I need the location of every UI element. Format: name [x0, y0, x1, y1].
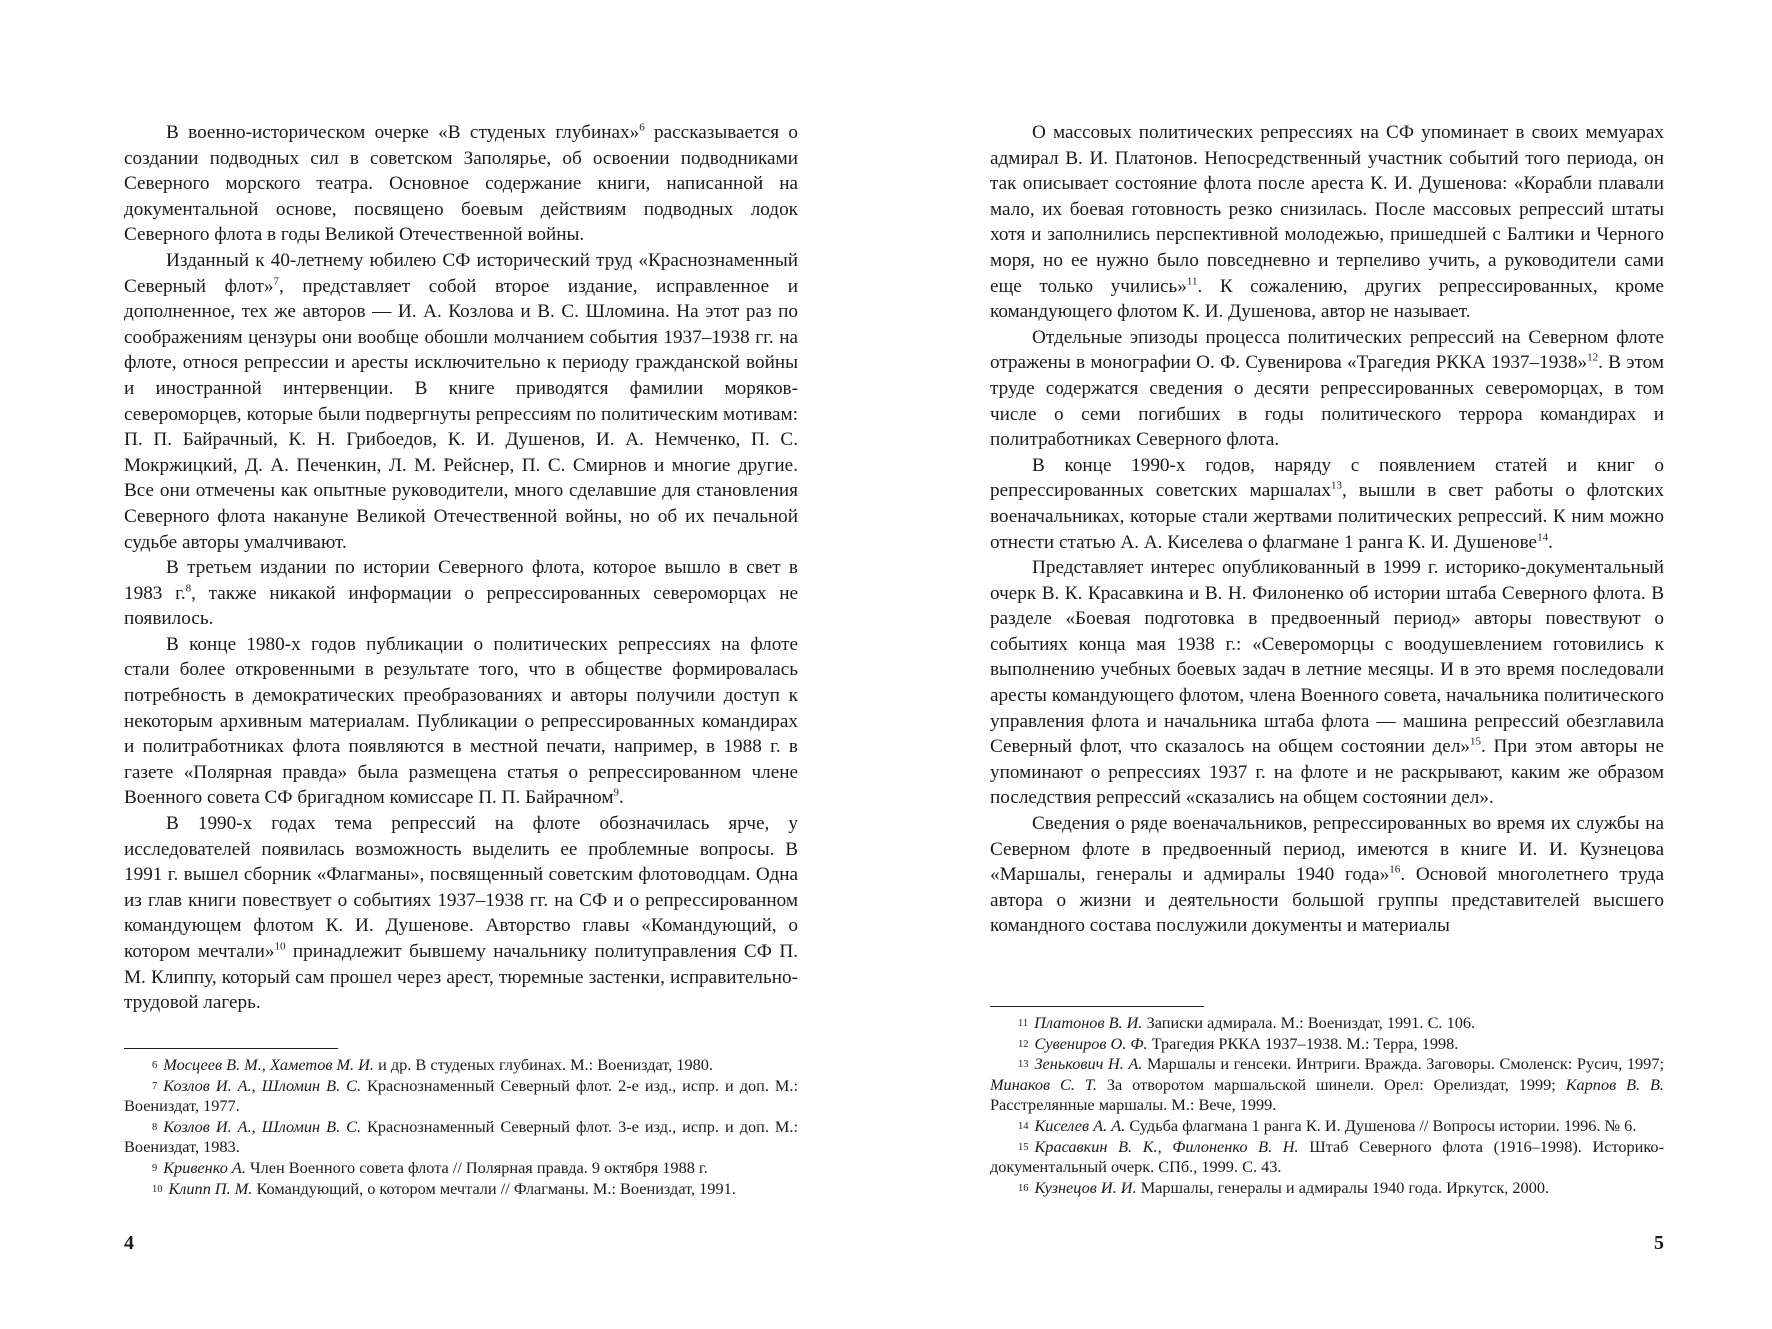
footnote-text: Краснознаменный Северный флот. 2-е изд., испр. и доп. М.: Воениздат, 1977. — [124, 1075, 798, 1116]
footnote-author: Карпов В. В. — [1565, 1074, 1664, 1094]
footnote-text: Расстрелянные маршалы. М.: Вече, 1999. — [990, 1095, 1277, 1115]
left-body-text — [124, 120, 798, 1016]
footnote — [124, 1076, 798, 1117]
footnote — [124, 1158, 798, 1179]
footnote — [990, 1034, 1664, 1055]
footnote-text: Член Военного совета флота // Полярная правда. 9 октября 1988 г. — [245, 1157, 708, 1177]
footnote-author: Сувениров О. Ф. — [1034, 1033, 1148, 1053]
footnote-ref: 12 — [1587, 351, 1599, 364]
footnote — [990, 1013, 1664, 1034]
footnote-ref: 15 — [1470, 735, 1481, 748]
footnote-text: Маршалы и генсеки. Интриги. Вражда. Заговоры. Смоленск: Русич, 1997; — [1142, 1054, 1664, 1074]
footnote — [990, 1137, 1664, 1178]
paragraph: В конце 1980-х годов публикации о политических репрессиях на флоте стали более откровенными в результате того, что в обществе формировалась потребность в демократических преобразованиях и авторы получили доступ к некоторым архивным материалам. Публикации о репрессированных командирах и политработниках флота появляются в местной печати, например, в 1988 г. в газете «Полярная правда» была размещена статья о репрессированном члене Военного совета СФ бригадном комиссаре П. П. Байрачном$^9$. — [124, 633, 798, 809]
footnote-number: 12 — [1018, 1038, 1029, 1050]
footnote-author: Платонов В. И. — [1034, 1013, 1143, 1032]
footnote-number: 9 — [152, 1162, 158, 1174]
footnote-text: Маршалы, генералы и адмиралы 1940 года. Иркутск, 2000. — [1136, 1177, 1550, 1197]
footnote — [990, 1116, 1664, 1137]
footnote-number: 16 — [1018, 1182, 1029, 1194]
footnote-number: 6 — [152, 1060, 158, 1071]
paragraph: В конце 1990-х годов, наряду с появлением статей и книг о репрессированных советских маршалах$^{13}$, вышли в свет работы о флотских военачальниках, которые стали жертвами политических репрессий. К ним можно отнести статью А. А. Киселева о флагмане 1 ранга К. И. Душенове$^{14}$. — [990, 454, 1664, 553]
footnote-text: Командующий, о котором мечтали // Флагманы. М.: Воениздат, 1991. — [252, 1178, 736, 1198]
footnote-ref: 9 — [613, 787, 620, 800]
footnote-ref: 6 — [639, 121, 645, 134]
footnote-ref: 13 — [1330, 479, 1342, 492]
footnote-text: Штаб Северного флота (1916–1998). Историко-документальный очерк. СПб., 1999. С. 43. — [990, 1136, 1664, 1177]
paragraph: В третьем издании по истории Северного флота, которое вышло в свет в 1983 г.$^8$, также никакой информации о репрессированных североморцах не появилось. — [124, 557, 798, 630]
footnote — [124, 1179, 798, 1200]
footnote-ref: 10 — [274, 940, 286, 953]
footnote-number: 14 — [1018, 1120, 1029, 1132]
right-body-text — [990, 120, 1664, 939]
footnote-number: 7 — [152, 1080, 158, 1092]
left-footnote-rule — [124, 1048, 338, 1049]
footnote-text: Трагедия РККА 1937–1938. М.: Терра, 1998. — [1147, 1033, 1459, 1053]
footnote-number: 11 — [1018, 1018, 1029, 1029]
footnote-number: 8 — [152, 1121, 158, 1133]
footnote-author: Киселев А. А. — [1034, 1115, 1126, 1135]
footnote-author: Кузнецов И. И. — [1034, 1177, 1137, 1197]
footnote — [124, 1055, 798, 1076]
paragraph: Сведения о ряде военачальников, репрессированных во время их службы на Северном флоте в предвоенный период, имеются в книге И. И. Кузнецова «Маршалы, генералы и адмиралы 1940 года»$^{16}$. Основой многолетнего труда автора о жизни и деятельности большой группы представителей высшего командного состава послужили документы и материалы — [990, 813, 1664, 937]
left-page — [124, 0, 798, 1329]
footnote-author: Кривенко А. — [163, 1157, 246, 1177]
footnote-ref: 11 — [1186, 275, 1198, 288]
paragraph: Отдельные эпизоды процесса политических репрессий на Северном флоте отражены в монографии О. Ф. Сувенирова «Трагедия РККА 1937–1938»$^{12}$. В этом труде содержатся сведения о десяти репрессированных североморцах, в том числе о семи погибших в годы политического террора командирах и политработниках Северного флота. — [990, 326, 1664, 451]
footnote-text: Записки адмирала. М.: Воениздат, 1991. С. 106. — [1142, 1013, 1476, 1032]
footnote — [990, 1054, 1664, 1116]
footnote-text: За отворотом маршальской шинели. Орел: Орелиздат, 1999; — [1096, 1074, 1566, 1094]
footnote — [990, 1178, 1664, 1199]
footnote-author: Минаков С. Т. — [990, 1074, 1097, 1094]
left-footnotes — [124, 1055, 798, 1199]
footnote-text: Краснознаменный Северный флот. 3-е изд., испр. и доп. М.: Воениздат, 1983. — [124, 1116, 798, 1157]
left-page-number: 4 — [124, 1232, 134, 1254]
footnote-ref: 8 — [185, 582, 192, 595]
footnote-author: Клипп П. М. — [168, 1178, 253, 1198]
footnote-number: 13 — [1018, 1059, 1029, 1071]
footnote-ref: 7 — [273, 275, 280, 288]
paragraph: Представляет интерес опубликованный в 1999 г. историко-документальный очерк В. К. Красавкина и В. Н. Филоненко об истории штаба Северного флота. В разделе «Боевая подготовка в предвоенный период» авторы повествуют о событиях конца мая 1938 г.: «Североморцы с воодушевлением готовились к выполнению учебных боевых задач в летние месяцы. И в это время последовали аресты командующего флотом, члена Военного совета, начальника политического управления флота и начальника штаба флота — машина репрессий обезглавила Северный флот, что сказалось на общем состоянии дел»$^{15}$. При этом авторы не упоминают о репрессиях 1937 г. на флоте и не раскрывают, каким же образом последствия репрессий «сказались на общем состоянии дел». — [990, 557, 1664, 809]
right-page-number: 5 — [1654, 1232, 1664, 1254]
footnote — [124, 1117, 798, 1158]
footnote-ref: 14 — [1537, 531, 1549, 544]
right-page — [990, 0, 1664, 1329]
footnote-author: Козлов И. А., Шломин В. С. — [163, 1075, 362, 1095]
footnote-number: 10 — [152, 1183, 163, 1195]
footnote-author: Красавкин В. К., Филоненко В. Н. — [1034, 1136, 1299, 1156]
footnote-number: 15 — [1018, 1141, 1029, 1153]
footnote-text: и др. В студеных глубинах. М.: Воениздат, 1980. — [374, 1055, 713, 1074]
paragraph: В военно-историческом очерке «В студеных глубинах»$^6$ рассказывается о создании подводных сил в советском Заполярье, об освоении подводниками Северного морского театра. Основное содержание книги, написанной на документальной основе, посвящено боевым действиям подводных лодок Северного флота в годы Великой Отечественной войны. — [124, 121, 798, 246]
footnote-author: Зенькович Н. А. — [1034, 1054, 1143, 1074]
right-footnote-rule — [990, 1006, 1204, 1007]
footnote-author: Козлов И. А., Шломин В. С. — [163, 1116, 362, 1136]
paragraph: О массовых политических репрессиях на СФ упоминает в своих мемуарах адмирал В. И. Платонов. Непосредственный участник событий того периода, он так описывает состояние флота после ареста К. И. Душенова: «Корабли плавали мало, их боевая готовность резко снизилась. После массовых репрессий штаты хотя и заполнились перспективной молодежью, пришедшей с Балтики и Черного моря, но ее нужно было повседневно и терпеливо учить, а руководители сами еще только учились»$^{11}$. К сожалению, других репрессированных, кроме командующего флотом К. И. Душенова, автор не называет. — [990, 122, 1664, 323]
paragraph: В 1990-х годах тема репрессий на флоте обозначилась ярче, у исследователей появилась возможность выделить ее проблемные вопросы. В 1991 г. вышел сборник «Флагманы», посвященный советским флотоводцам. Одна из глав книги повествует о событиях 1937–1938 гг. на СФ и о репрессированном командующем флотом К. И. Душенове. Авторство главы «Командующий, о котором мечтали»$^{10}$ принадлежит бывшему начальнику политуправления СФ П. М. Клиппу, который сам прошел через арест, тюремные застенки, исправительно-трудовой лагерь. — [124, 813, 798, 1014]
footnote-text: Судьба флагмана 1 ранга К. И. Душенова // Вопросы истории. 1996. № 6. — [1125, 1115, 1637, 1135]
footnote-author: Мосцеев В. М., Хаметов М. И. — [163, 1055, 374, 1074]
right-footnotes — [990, 1013, 1664, 1198]
paragraph: Изданный к 40-летнему юбилею СФ исторический труд «Краснознаменный Северный флот»$^7$, представляет собой второе издание, исправленное и дополненное, тех же авторов — И. А. Козлова и В. С. Шломина. На этот раз по соображениям цензуры они вообще обошли молчанием события 1937–1938 гг. на флоте, относя репрессии и аресты исключительно к периоду гражданской войны и иностранной интервенции. В книге приводятся фамилии моряков-североморцев, которые были подвергнуты репрессиям по политическим мотивам: П. П. Байрачный, К. Н. Грибоедов, К. И. Душенов, И. А. Немченко, П. С. Мокржицкий, Д. А. Печенкин, Л. М. Рейснер, П. С. Смирнов и многие другие. Все они отмечены как опытные руководители, много сделавшие для становления Северного флота накануне Великой Отечественной войны, но об их печальной судьбе авторы умалчивают. — [124, 249, 799, 553]
footnote-ref: 16 — [1389, 863, 1401, 876]
